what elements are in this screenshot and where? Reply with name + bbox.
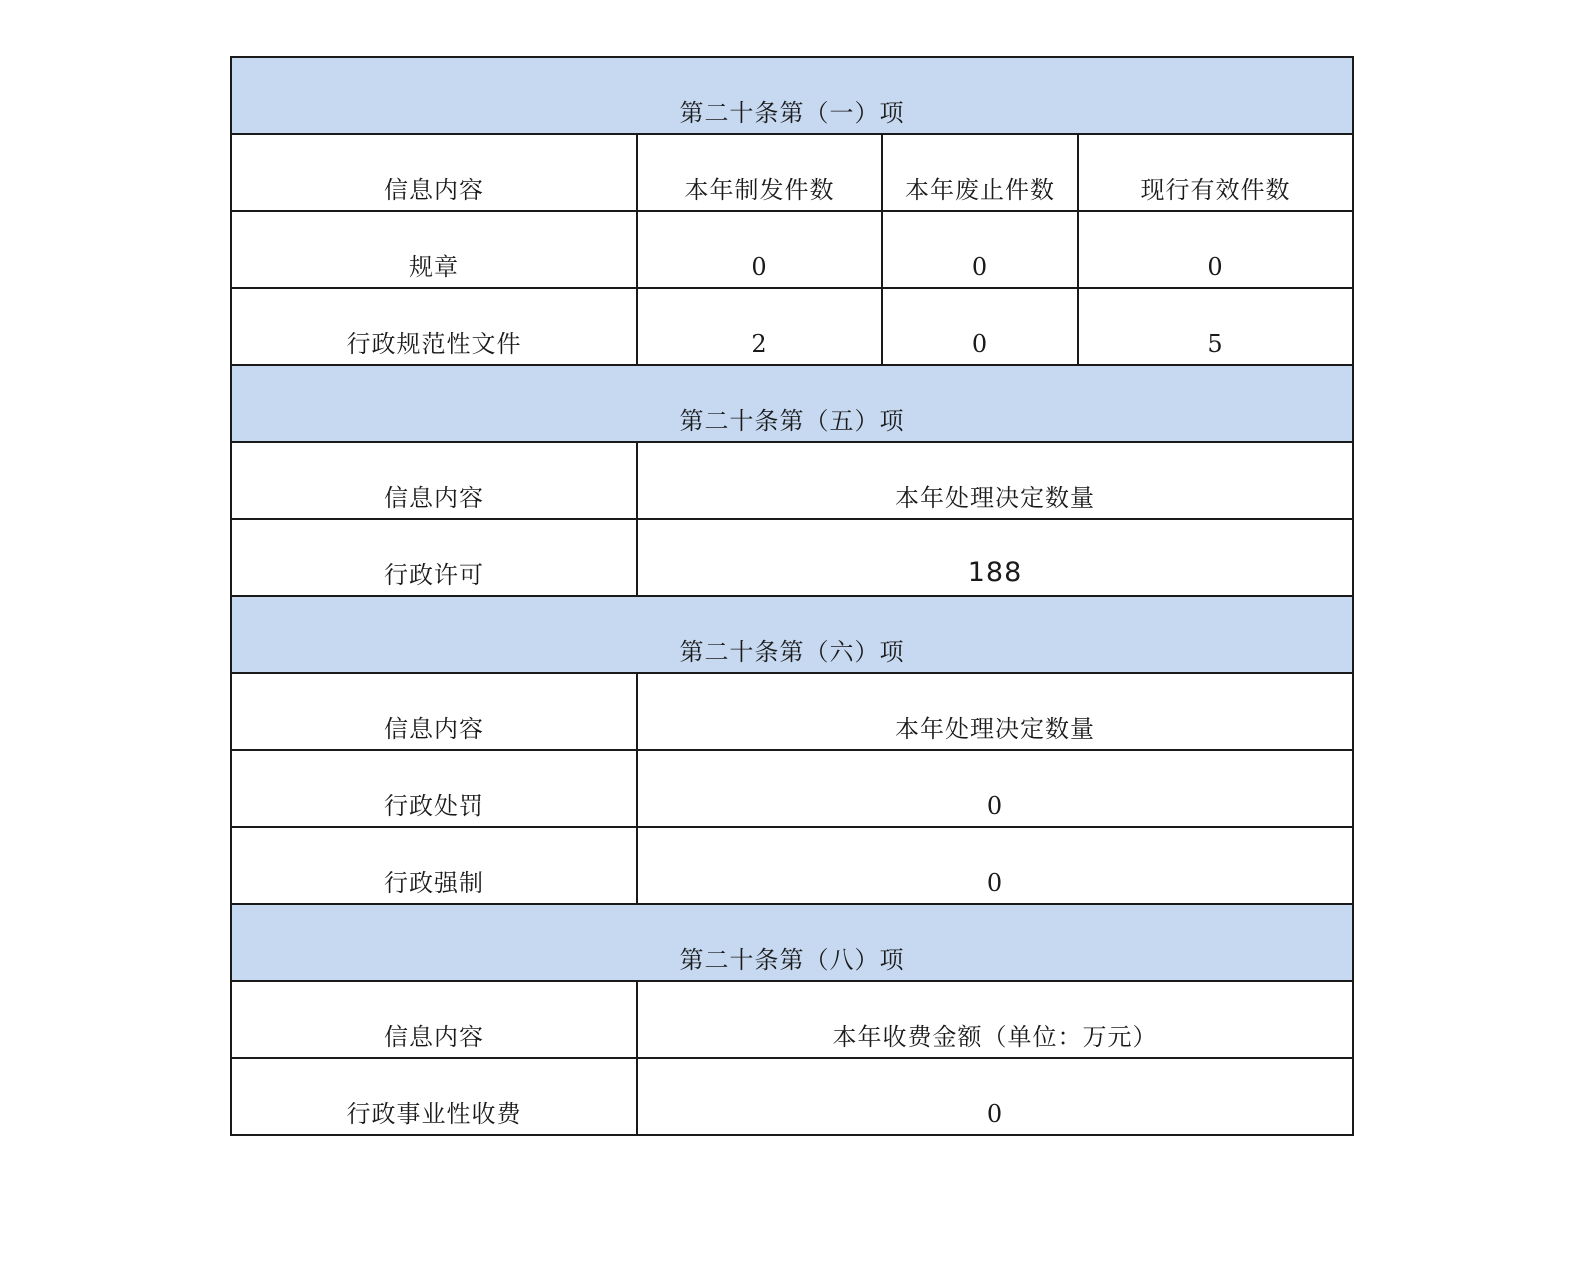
report-table: [230, 56, 1354, 1136]
cell-value: 188: [637, 519, 1353, 596]
column-header-info: 信息内容: [231, 673, 637, 750]
table-row: [231, 288, 1353, 365]
row-label: 行政事业性收费: [231, 1058, 637, 1135]
cell-abolished: 0: [882, 211, 1078, 288]
column-header-row: [231, 134, 1353, 211]
column-header-count: 本年处理决定数量: [637, 673, 1353, 750]
cell-valid: 5: [1078, 288, 1353, 365]
cell-issued: 0: [637, 211, 882, 288]
table-row: [231, 519, 1353, 596]
cell-issued: 2: [637, 288, 882, 365]
section-header-row: [231, 57, 1353, 134]
cell-abolished: 0: [882, 288, 1078, 365]
row-label: 规章: [231, 211, 637, 288]
row-label: 行政规范性文件: [231, 288, 637, 365]
column-header-info: 信息内容: [231, 134, 637, 211]
section-header-row: [231, 365, 1353, 442]
column-header-amount: 本年收费金额（单位：万元）: [637, 981, 1353, 1058]
column-header-row: [231, 981, 1353, 1058]
table-row: [231, 750, 1353, 827]
column-header-issued: 本年制发件数: [637, 134, 882, 211]
cell-value: 0: [637, 827, 1353, 904]
table-row: [231, 211, 1353, 288]
section-title: 第二十条第（六）项: [231, 596, 1353, 673]
section-header-row: [231, 596, 1353, 673]
table-row: [231, 1058, 1353, 1135]
column-header-valid: 现行有效件数: [1078, 134, 1353, 211]
section-header-row: [231, 904, 1353, 981]
cell-value: 0: [637, 750, 1353, 827]
row-label: 行政强制: [231, 827, 637, 904]
section-title: 第二十条第（八）项: [231, 904, 1353, 981]
column-header-info: 信息内容: [231, 981, 637, 1058]
column-header-abolished: 本年废止件数: [882, 134, 1078, 211]
row-label: 行政处罚: [231, 750, 637, 827]
column-header-row: [231, 442, 1353, 519]
cell-valid: 0: [1078, 211, 1353, 288]
section-title: 第二十条第（一）项: [231, 57, 1353, 134]
cell-value: 0: [637, 1058, 1353, 1135]
column-header-info: 信息内容: [231, 442, 637, 519]
row-label: 行政许可: [231, 519, 637, 596]
section-title: 第二十条第（五）项: [231, 365, 1353, 442]
column-header-row: [231, 673, 1353, 750]
column-header-count: 本年处理决定数量: [637, 442, 1353, 519]
table-row: [231, 827, 1353, 904]
